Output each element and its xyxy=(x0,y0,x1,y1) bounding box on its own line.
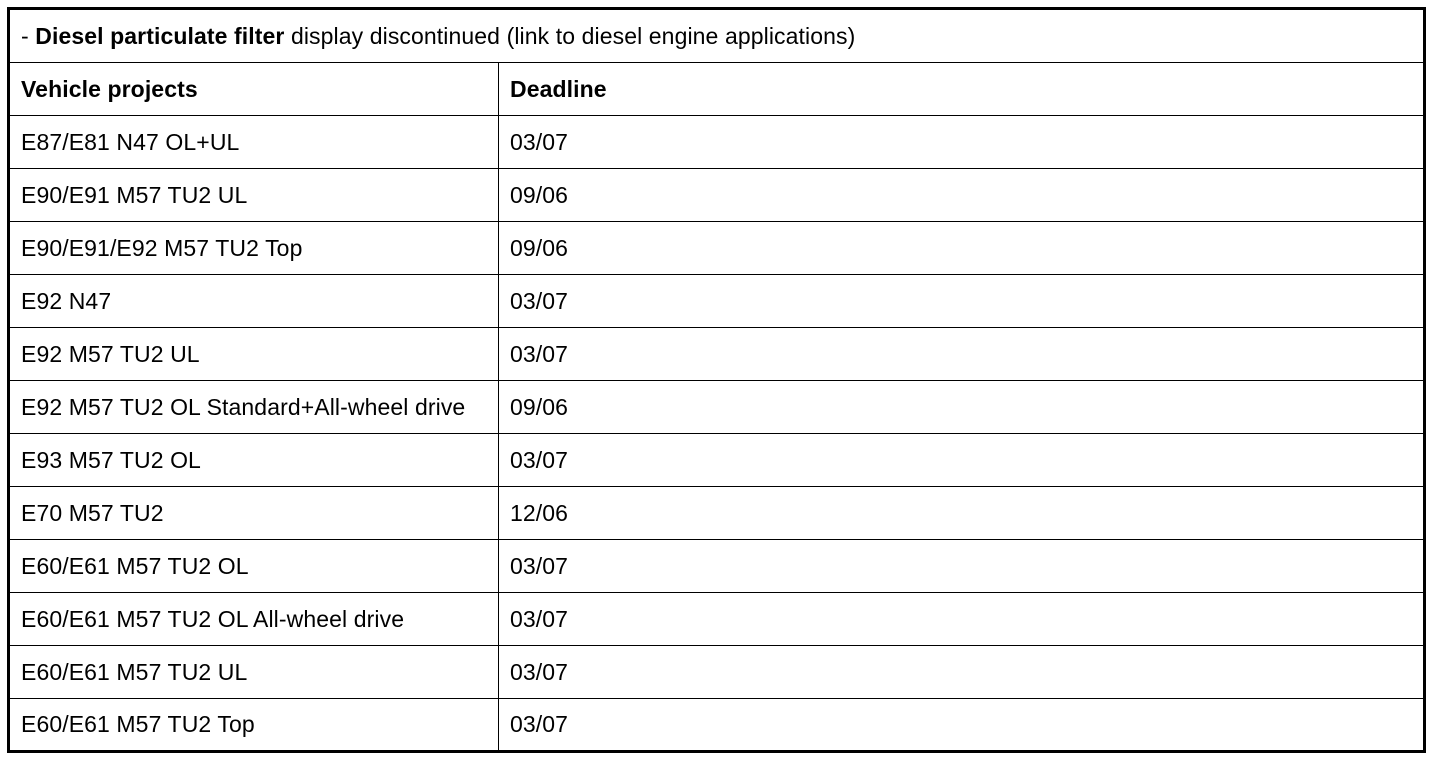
table-row xyxy=(9,222,1425,275)
cell-project: E60/E61 M57 TU2 OL All-wheel drive xyxy=(9,593,499,646)
table-row xyxy=(9,699,1425,752)
cell-deadline: 03/07 xyxy=(499,116,1425,169)
cell-deadline: 03/07 xyxy=(499,275,1425,328)
cell-project: E90/E91/E92 M57 TU2 Top xyxy=(9,222,499,275)
cell-deadline: 03/07 xyxy=(499,434,1425,487)
table-row xyxy=(9,328,1425,381)
table-row xyxy=(9,487,1425,540)
cell-deadline: 03/07 xyxy=(499,593,1425,646)
cell-project: E60/E61 M57 TU2 UL xyxy=(9,646,499,699)
cell-project: E92 N47 xyxy=(9,275,499,328)
table-row xyxy=(9,275,1425,328)
caption-prefix: - xyxy=(21,22,36,49)
cell-deadline: 09/06 xyxy=(499,381,1425,434)
caption-rest-text: display discontinued (link to diesel engine applications) xyxy=(284,22,856,49)
cell-deadline: 03/07 xyxy=(499,699,1425,752)
table-row xyxy=(9,540,1425,593)
header-vehicle-projects: Vehicle projects xyxy=(9,63,499,116)
table-row xyxy=(9,434,1425,487)
cell-deadline: 03/07 xyxy=(499,646,1425,699)
table-row xyxy=(9,116,1425,169)
table-row xyxy=(9,646,1425,699)
cell-deadline: 03/07 xyxy=(499,540,1425,593)
cell-project: E60/E61 M57 TU2 Top xyxy=(9,699,499,752)
cell-deadline: 12/06 xyxy=(499,487,1425,540)
cell-project: E92 M57 TU2 UL xyxy=(9,328,499,381)
cell-project: E92 M57 TU2 OL Standard+All-wheel drive xyxy=(9,381,499,434)
cell-project: E60/E61 M57 TU2 OL xyxy=(9,540,499,593)
cell-project: E70 M57 TU2 xyxy=(9,487,499,540)
caption-bold-text: Diesel particulate filter xyxy=(35,22,285,49)
header-deadline: Deadline xyxy=(499,63,1425,116)
cell-deadline: 09/06 xyxy=(499,222,1425,275)
cell-deadline: 03/07 xyxy=(499,328,1425,381)
caption-row xyxy=(9,9,1425,63)
table-row xyxy=(9,593,1425,646)
vehicle-projects-table xyxy=(7,7,1426,753)
cell-project: E87/E81 N47 OL+UL xyxy=(9,116,499,169)
cell-project: E93 M57 TU2 OL xyxy=(9,434,499,487)
table-row xyxy=(9,169,1425,222)
table-caption xyxy=(9,9,1425,63)
header-row xyxy=(9,63,1425,116)
cell-project: E90/E91 M57 TU2 UL xyxy=(9,169,499,222)
table-row xyxy=(9,381,1425,434)
cell-deadline: 09/06 xyxy=(499,169,1425,222)
